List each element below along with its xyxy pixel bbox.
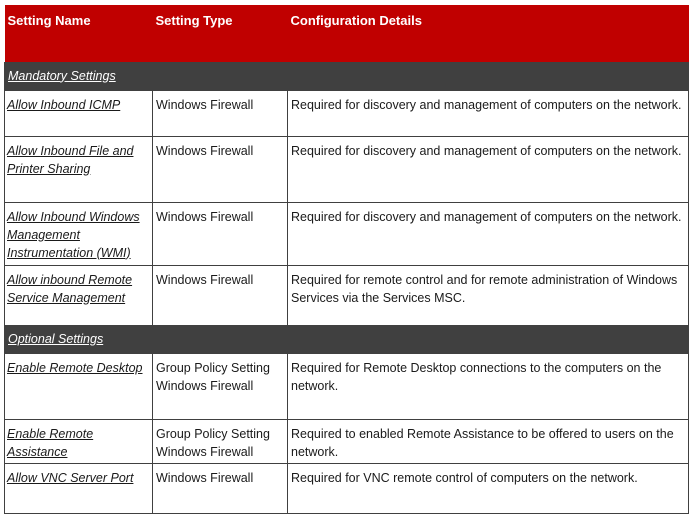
table-row — [5, 90, 689, 136]
configuration-details: Required for discovery and management of computers on the network. — [288, 90, 689, 136]
setting-type-line: Windows Firewall — [156, 272, 254, 287]
table-row — [5, 353, 689, 419]
setting-type-line: Windows Firewall — [156, 470, 254, 485]
setting-type — [153, 419, 288, 463]
header-row — [5, 5, 689, 62]
setting-type-line: Windows Firewall — [156, 209, 254, 224]
table-row — [5, 265, 689, 325]
header-configuration-details: Configuration Details — [290, 13, 422, 28]
section-title[interactable]: Optional Settings — [5, 325, 689, 353]
setting-type-line: Windows Firewall — [156, 143, 254, 158]
settings-table — [4, 5, 689, 514]
header-setting-name: Setting Name — [7, 13, 91, 28]
setting-name-link[interactable]: Allow Inbound ICMP — [5, 90, 153, 136]
configuration-details: Required for VNC remote control of computers on the network. — [288, 463, 689, 513]
configuration-details: Required to enabled Remote Assistance to be offered to users on the network. — [288, 419, 689, 463]
setting-type — [153, 136, 288, 202]
configuration-details: Required for remote control and for remote administration of Windows Services via the Services MSC. — [288, 265, 689, 325]
table-row — [5, 202, 689, 265]
header-setting-type: Setting Type — [155, 13, 233, 28]
configuration-details: Required for Remote Desktop connections to the computers on the network. — [288, 353, 689, 419]
setting-name-link[interactable]: Enable Remote Assistance — [5, 419, 153, 463]
setting-type — [153, 202, 288, 265]
setting-type-line: Windows Firewall — [156, 378, 254, 393]
setting-type-line: Group Policy Setting — [156, 360, 270, 375]
setting-type-line: Windows Firewall — [156, 97, 254, 112]
setting-name-link[interactable]: Allow inbound Remote Service Management — [5, 265, 153, 325]
configuration-details: Required for discovery and management of computers on the network. — [288, 202, 689, 265]
setting-name-link[interactable]: Allow Inbound File and Printer Sharing — [5, 136, 153, 202]
setting-name-link[interactable]: Allow VNC Server Port — [5, 463, 153, 513]
table-row — [5, 419, 689, 463]
setting-name-link[interactable]: Enable Remote Desktop — [5, 353, 153, 419]
configuration-details: Required for discovery and management of computers on the network. — [288, 136, 689, 202]
table-body — [5, 62, 689, 513]
table-row — [5, 463, 689, 513]
section-row-optional — [5, 325, 689, 353]
setting-type-line: Group Policy Setting — [156, 426, 270, 441]
section-row-mandatory — [5, 62, 689, 90]
section-title[interactable]: Mandatory Settings — [5, 62, 689, 90]
setting-type — [153, 265, 288, 325]
table-row — [5, 136, 689, 202]
setting-name-link[interactable]: Allow Inbound Windows Management Instrumentation (WMI) — [5, 202, 153, 265]
setting-type — [153, 353, 288, 419]
setting-type — [153, 463, 288, 513]
setting-type-line: Windows Firewall — [156, 444, 254, 459]
table-header — [5, 5, 689, 62]
setting-type — [153, 90, 288, 136]
